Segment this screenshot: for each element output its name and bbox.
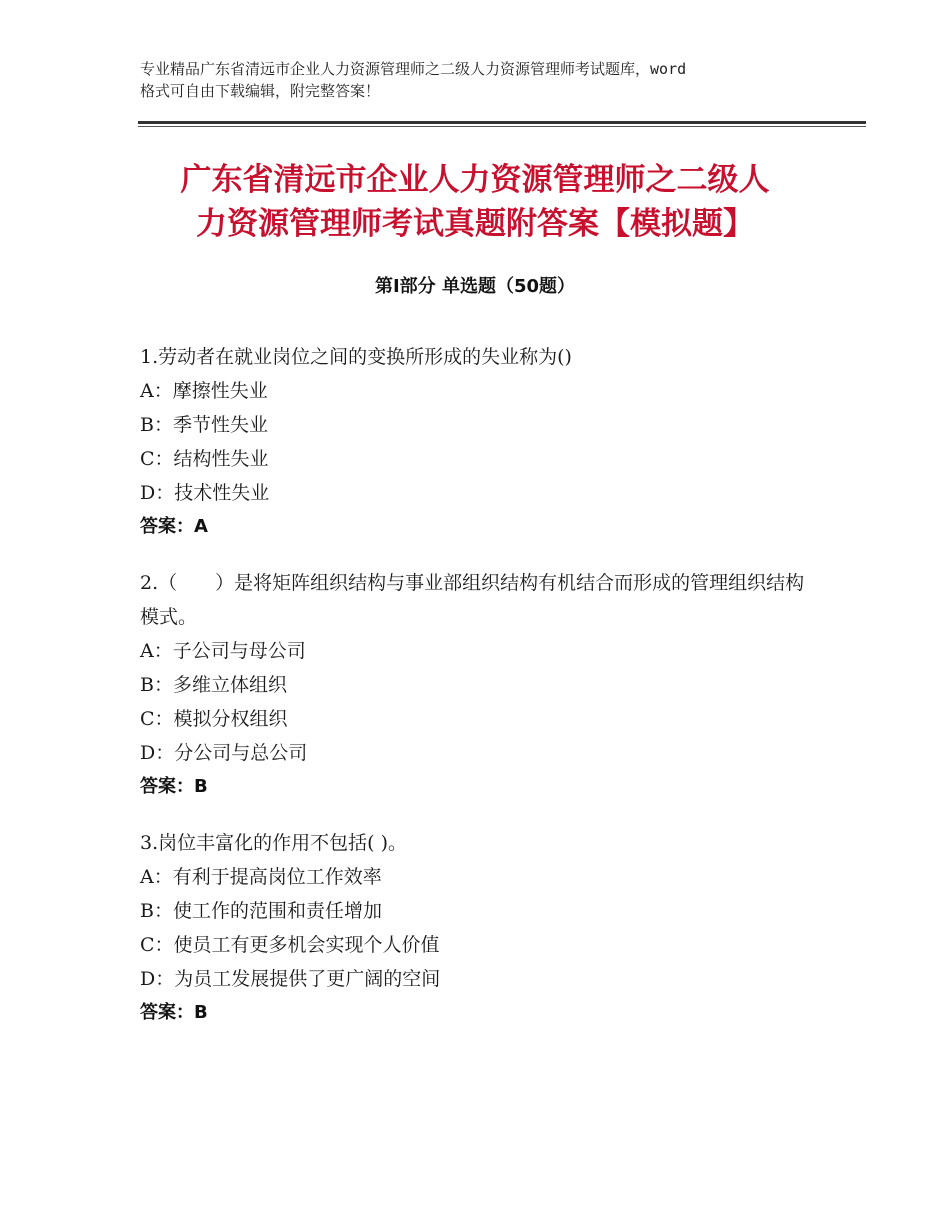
option-b: B：使工作的范围和责任增加 (140, 900, 382, 922)
answer-label: 答案：B (140, 1002, 208, 1023)
question-1 (140, 340, 820, 544)
option-a: A：摩擦性失业 (140, 380, 268, 402)
answer-label: 答案：B (140, 776, 208, 797)
question-stem: 2.（ ）是将矩阵组织结构与事业部组织结构有机结合而形成的管理组织结构模式。 (140, 572, 805, 628)
option-c: C：结构性失业 (140, 448, 269, 470)
header-note-line-2: 格式可自由下载编辑，附完整答案！ (140, 82, 381, 100)
option-c: C：使员工有更多机会实现个人价值 (140, 934, 440, 956)
question-2 (140, 566, 820, 804)
document-title-line-2: 力资源管理师考试真题附答案【模拟题】 (196, 206, 754, 242)
document-title-line-1: 广东省清远市企业人力资源管理师之二级人 (180, 162, 770, 198)
option-d: D：为员工发展提供了更广阔的空间 (140, 968, 441, 990)
question-stem: 3.岗位丰富化的作用不包括( )。 (140, 832, 407, 854)
option-d: D：分公司与总公司 (140, 742, 308, 764)
header-note (140, 58, 840, 102)
option-a: A：子公司与母公司 (140, 640, 306, 662)
question-list (140, 340, 820, 1052)
header-divider-thin (138, 126, 866, 127)
document-title (130, 158, 820, 246)
option-c: C：模拟分权组织 (140, 708, 288, 730)
option-a: A：有利于提高岗位工作效率 (140, 866, 382, 888)
option-d: D：技术性失业 (140, 482, 270, 504)
question-stem: 1.劳动者在就业岗位之间的变换所形成的失业称为() (140, 346, 572, 368)
header-note-line-1: 专业精品广东省清远市企业人力资源管理师之二级人力资源管理师考试题库，word (140, 60, 687, 78)
question-3 (140, 826, 820, 1030)
header-divider-thick (138, 121, 866, 124)
section-title: 第Ⅰ部分 单选题（50题） (374, 276, 575, 297)
option-b: B：多维立体组织 (140, 674, 287, 696)
answer-label: 答案：A (140, 516, 208, 537)
option-b: B：季节性失业 (140, 414, 268, 436)
